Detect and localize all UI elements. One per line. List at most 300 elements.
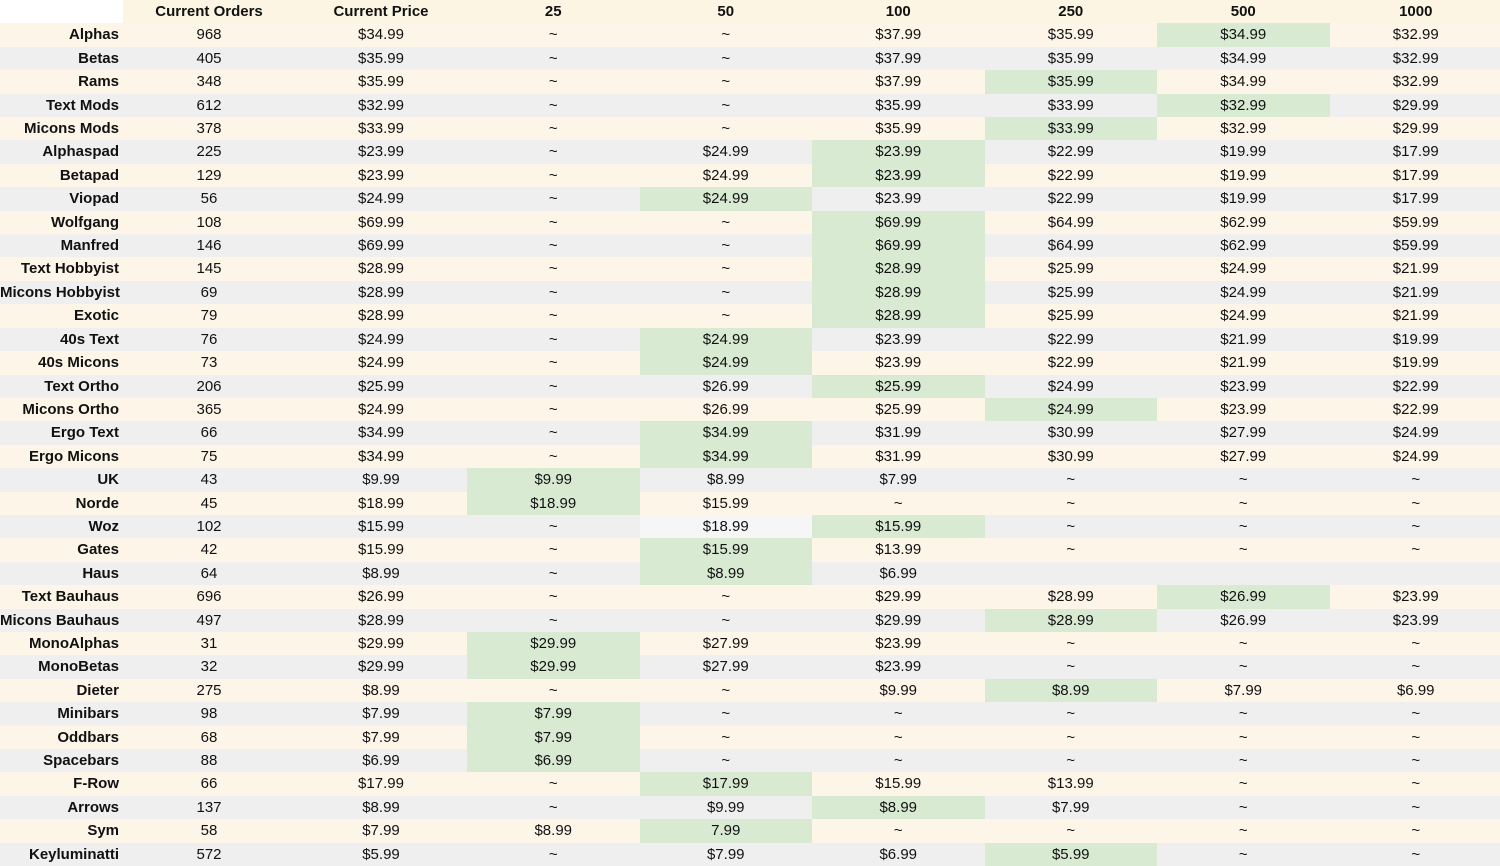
current-price-cell[interactable]: $7.99 [295,819,467,842]
tier-100-cell[interactable]: $69.99 [812,234,985,257]
tier-1000-cell[interactable]: ~ [1330,726,1500,749]
tier-50-cell[interactable]: ~ [640,117,813,140]
tier-1000-cell[interactable] [1330,562,1500,585]
tier-100-cell[interactable]: $28.99 [812,304,985,327]
tier-25-cell[interactable]: ~ [467,328,640,351]
current-orders-cell[interactable]: 76 [123,328,295,351]
tier-1000-cell[interactable]: $32.99 [1330,47,1500,70]
tier-1000-cell[interactable]: ~ [1330,843,1500,866]
tier-25-cell[interactable]: ~ [467,679,640,702]
current-price-cell[interactable]: $9.99 [295,468,467,491]
tier-100-cell[interactable]: $9.99 [812,679,985,702]
tier-1000-cell[interactable]: ~ [1330,468,1500,491]
current-orders-cell[interactable]: 69 [123,281,295,304]
tier-1000-cell[interactable]: $17.99 [1330,140,1500,163]
header-current-orders[interactable]: Current Orders [123,0,295,23]
tier-500-cell[interactable]: $26.99 [1157,585,1330,608]
tier-500-cell[interactable]: $21.99 [1157,351,1330,374]
current-orders-cell[interactable]: 405 [123,47,295,70]
tier-100-cell[interactable]: $37.99 [812,47,985,70]
tier-1000-cell[interactable]: ~ [1330,632,1500,655]
tier-500-cell[interactable]: $26.99 [1157,609,1330,632]
tier-1000-cell[interactable]: $59.99 [1330,234,1500,257]
tier-500-cell[interactable]: $24.99 [1157,281,1330,304]
tier-100-cell[interactable]: ~ [812,749,985,772]
current-orders-cell[interactable]: 66 [123,772,295,795]
tier-25-cell[interactable]: ~ [467,23,640,46]
current-price-cell[interactable]: $5.99 [295,843,467,866]
current-price-cell[interactable]: $29.99 [295,655,467,678]
tier-100-cell[interactable]: $28.99 [812,257,985,280]
tier-1000-cell[interactable]: $17.99 [1330,187,1500,210]
row-name-cell[interactable]: Ergo Micons [0,445,123,468]
current-orders-cell[interactable]: 75 [123,445,295,468]
tier-250-cell[interactable]: ~ [985,726,1158,749]
tier-100-cell[interactable]: $6.99 [812,843,985,866]
row-name-cell[interactable]: Dieter [0,679,123,702]
tier-250-cell[interactable]: $33.99 [985,117,1158,140]
row-name-cell[interactable]: Haus [0,562,123,585]
tier-25-cell[interactable]: $18.99 [467,492,640,515]
row-name-cell[interactable]: Norde [0,492,123,515]
row-name-cell[interactable]: Sym [0,819,123,842]
tier-50-cell[interactable]: $18.99 [640,515,813,538]
current-price-cell[interactable]: $15.99 [295,515,467,538]
tier-500-cell[interactable]: $23.99 [1157,375,1330,398]
tier-25-cell[interactable]: ~ [467,772,640,795]
tier-100-cell[interactable]: ~ [812,702,985,725]
header-tier-1000[interactable]: 1000 [1330,0,1500,23]
current-price-cell[interactable]: $8.99 [295,796,467,819]
tier-50-cell[interactable]: ~ [640,257,813,280]
tier-50-cell[interactable]: ~ [640,304,813,327]
tier-100-cell[interactable]: $35.99 [812,94,985,117]
tier-100-cell[interactable]: $7.99 [812,468,985,491]
current-price-cell[interactable]: $24.99 [295,351,467,374]
current-orders-cell[interactable]: 56 [123,187,295,210]
tier-500-cell[interactable]: $24.99 [1157,257,1330,280]
tier-25-cell[interactable]: ~ [467,304,640,327]
tier-50-cell[interactable]: 7.99 [640,819,813,842]
tier-250-cell[interactable]: $64.99 [985,234,1158,257]
tier-250-cell[interactable]: ~ [985,515,1158,538]
current-orders-cell[interactable]: 66 [123,421,295,444]
tier-500-cell[interactable]: ~ [1157,796,1330,819]
tier-50-cell[interactable]: ~ [640,609,813,632]
tier-500-cell[interactable]: $34.99 [1157,23,1330,46]
tier-100-cell[interactable]: $23.99 [812,632,985,655]
tier-500-cell[interactable]: $27.99 [1157,445,1330,468]
current-price-cell[interactable]: $28.99 [295,281,467,304]
current-price-cell[interactable]: $33.99 [295,117,467,140]
tier-50-cell[interactable]: ~ [640,726,813,749]
tier-250-cell[interactable]: ~ [985,492,1158,515]
tier-50-cell[interactable]: $27.99 [640,632,813,655]
tier-50-cell[interactable]: ~ [640,281,813,304]
tier-50-cell[interactable]: ~ [640,211,813,234]
row-name-cell[interactable]: Betapad [0,164,123,187]
header-tier-25[interactable]: 25 [467,0,640,23]
tier-250-cell[interactable]: $35.99 [985,23,1158,46]
row-name-cell[interactable]: Keyluminatti [0,843,123,866]
tier-500-cell[interactable]: $34.99 [1157,70,1330,93]
tier-100-cell[interactable]: $23.99 [812,351,985,374]
current-price-cell[interactable]: $34.99 [295,445,467,468]
current-orders-cell[interactable]: 58 [123,819,295,842]
tier-25-cell[interactable]: $9.99 [467,468,640,491]
tier-1000-cell[interactable]: $29.99 [1330,117,1500,140]
tier-100-cell[interactable]: $28.99 [812,281,985,304]
tier-1000-cell[interactable]: ~ [1330,749,1500,772]
tier-1000-cell[interactable]: $23.99 [1330,609,1500,632]
current-orders-cell[interactable]: 68 [123,726,295,749]
tier-25-cell[interactable]: ~ [467,843,640,866]
tier-100-cell[interactable]: $29.99 [812,609,985,632]
row-name-cell[interactable]: F-Row [0,772,123,795]
current-price-cell[interactable]: $26.99 [295,585,467,608]
tier-500-cell[interactable]: $19.99 [1157,164,1330,187]
tier-100-cell[interactable]: $23.99 [812,187,985,210]
tier-100-cell[interactable]: $37.99 [812,23,985,46]
tier-100-cell[interactable]: $31.99 [812,445,985,468]
tier-500-cell[interactable]: $27.99 [1157,421,1330,444]
header-tier-500[interactable]: 500 [1157,0,1330,23]
tier-500-cell[interactable]: ~ [1157,515,1330,538]
tier-500-cell[interactable]: ~ [1157,749,1330,772]
tier-25-cell[interactable]: $7.99 [467,702,640,725]
tier-1000-cell[interactable]: $29.99 [1330,94,1500,117]
tier-250-cell[interactable]: $33.99 [985,94,1158,117]
header-tier-250[interactable]: 250 [985,0,1158,23]
current-price-cell[interactable]: $28.99 [295,304,467,327]
tier-1000-cell[interactable]: $21.99 [1330,304,1500,327]
tier-100-cell[interactable]: ~ [812,492,985,515]
tier-100-cell[interactable]: $23.99 [812,164,985,187]
tier-25-cell[interactable]: ~ [467,421,640,444]
tier-25-cell[interactable]: ~ [467,796,640,819]
tier-50-cell[interactable]: ~ [640,234,813,257]
tier-1000-cell[interactable]: ~ [1330,796,1500,819]
tier-100-cell[interactable]: $23.99 [812,328,985,351]
tier-50-cell[interactable]: $27.99 [640,655,813,678]
tier-500-cell[interactable]: $19.99 [1157,187,1330,210]
tier-50-cell[interactable]: $24.99 [640,164,813,187]
tier-250-cell[interactable]: $22.99 [985,164,1158,187]
tier-1000-cell[interactable]: $21.99 [1330,281,1500,304]
row-name-cell[interactable]: Oddbars [0,726,123,749]
row-name-cell[interactable]: Alphas [0,23,123,46]
tier-250-cell[interactable]: $22.99 [985,351,1158,374]
tier-250-cell[interactable]: $7.99 [985,796,1158,819]
tier-50-cell[interactable]: $24.99 [640,187,813,210]
current-price-cell[interactable]: $35.99 [295,70,467,93]
row-name-cell[interactable]: Viopad [0,187,123,210]
tier-500-cell[interactable]: $32.99 [1157,117,1330,140]
tier-250-cell[interactable]: $30.99 [985,421,1158,444]
tier-500-cell[interactable]: ~ [1157,492,1330,515]
tier-500-cell[interactable]: ~ [1157,726,1330,749]
tier-1000-cell[interactable]: ~ [1330,538,1500,561]
current-orders-cell[interactable]: 98 [123,702,295,725]
tier-100-cell[interactable]: $25.99 [812,375,985,398]
tier-250-cell[interactable]: $8.99 [985,679,1158,702]
tier-50-cell[interactable]: $15.99 [640,492,813,515]
current-orders-cell[interactable]: 88 [123,749,295,772]
current-orders-cell[interactable]: 102 [123,515,295,538]
tier-500-cell[interactable]: ~ [1157,538,1330,561]
current-orders-cell[interactable]: 275 [123,679,295,702]
tier-500-cell[interactable] [1157,562,1330,585]
tier-50-cell[interactable]: $8.99 [640,468,813,491]
tier-250-cell[interactable]: $22.99 [985,140,1158,163]
tier-25-cell[interactable]: ~ [467,164,640,187]
tier-25-cell[interactable]: ~ [467,47,640,70]
header-current-price[interactable]: Current Price [295,0,467,23]
header-tier-50[interactable]: 50 [640,0,813,23]
current-orders-cell[interactable]: 497 [123,609,295,632]
tier-100-cell[interactable]: $23.99 [812,140,985,163]
current-price-cell[interactable]: $69.99 [295,211,467,234]
tier-1000-cell[interactable]: ~ [1330,819,1500,842]
tier-250-cell[interactable]: $28.99 [985,585,1158,608]
row-name-cell[interactable]: Text Hobbyist [0,257,123,280]
tier-1000-cell[interactable]: ~ [1330,515,1500,538]
row-name-cell[interactable]: Spacebars [0,749,123,772]
tier-250-cell[interactable]: $25.99 [985,257,1158,280]
tier-100-cell[interactable]: $69.99 [812,211,985,234]
row-name-cell[interactable]: Micons Mods [0,117,123,140]
tier-500-cell[interactable]: $32.99 [1157,94,1330,117]
row-name-cell[interactable]: Text Mods [0,94,123,117]
current-orders-cell[interactable]: 146 [123,234,295,257]
row-name-cell[interactable]: Text Bauhaus [0,585,123,608]
current-orders-cell[interactable]: 45 [123,492,295,515]
tier-500-cell[interactable]: $19.99 [1157,140,1330,163]
tier-1000-cell[interactable]: $17.99 [1330,164,1500,187]
tier-1000-cell[interactable]: $32.99 [1330,23,1500,46]
tier-500-cell[interactable]: $21.99 [1157,328,1330,351]
current-price-cell[interactable]: $24.99 [295,328,467,351]
tier-25-cell[interactable]: ~ [467,257,640,280]
tier-50-cell[interactable]: ~ [640,749,813,772]
tier-50-cell[interactable]: ~ [640,585,813,608]
tier-50-cell[interactable]: $15.99 [640,538,813,561]
tier-1000-cell[interactable]: $22.99 [1330,375,1500,398]
tier-250-cell[interactable]: $5.99 [985,843,1158,866]
tier-25-cell[interactable]: ~ [467,140,640,163]
tier-500-cell[interactable]: $24.99 [1157,304,1330,327]
current-orders-cell[interactable]: 73 [123,351,295,374]
current-orders-cell[interactable]: 137 [123,796,295,819]
tier-25-cell[interactable]: ~ [467,375,640,398]
tier-25-cell[interactable]: ~ [467,351,640,374]
tier-1000-cell[interactable]: $19.99 [1330,328,1500,351]
tier-100-cell[interactable]: $37.99 [812,70,985,93]
tier-500-cell[interactable]: ~ [1157,632,1330,655]
current-orders-cell[interactable]: 968 [123,23,295,46]
tier-1000-cell[interactable]: $24.99 [1330,421,1500,444]
tier-500-cell[interactable]: ~ [1157,843,1330,866]
tier-25-cell[interactable]: ~ [467,562,640,585]
tier-250-cell[interactable]: $24.99 [985,375,1158,398]
current-price-cell[interactable]: $8.99 [295,562,467,585]
header-corner[interactable] [0,0,123,23]
tier-500-cell[interactable]: $7.99 [1157,679,1330,702]
tier-50-cell[interactable]: $24.99 [640,328,813,351]
tier-1000-cell[interactable]: ~ [1330,702,1500,725]
row-name-cell[interactable]: Woz [0,515,123,538]
current-price-cell[interactable]: $24.99 [295,398,467,421]
tier-500-cell[interactable]: ~ [1157,655,1330,678]
row-name-cell[interactable]: Manfred [0,234,123,257]
row-name-cell[interactable]: Exotic [0,304,123,327]
current-orders-cell[interactable]: 206 [123,375,295,398]
tier-250-cell[interactable]: $25.99 [985,304,1158,327]
tier-25-cell[interactable]: ~ [467,585,640,608]
tier-100-cell[interactable]: $25.99 [812,398,985,421]
row-name-cell[interactable]: MonoBetas [0,655,123,678]
row-name-cell[interactable]: Micons Ortho [0,398,123,421]
tier-50-cell[interactable]: $24.99 [640,351,813,374]
tier-250-cell[interactable]: ~ [985,702,1158,725]
tier-250-cell[interactable]: ~ [985,655,1158,678]
tier-50-cell[interactable]: $26.99 [640,375,813,398]
current-price-cell[interactable]: $17.99 [295,772,467,795]
tier-25-cell[interactable]: ~ [467,538,640,561]
tier-25-cell[interactable]: ~ [467,211,640,234]
row-name-cell[interactable]: Wolfgang [0,211,123,234]
tier-50-cell[interactable]: $34.99 [640,445,813,468]
tier-100-cell[interactable]: ~ [812,819,985,842]
current-orders-cell[interactable]: 572 [123,843,295,866]
tier-1000-cell[interactable]: $59.99 [1330,211,1500,234]
tier-250-cell[interactable]: $35.99 [985,47,1158,70]
row-name-cell[interactable]: UK [0,468,123,491]
tier-250-cell[interactable]: $22.99 [985,328,1158,351]
row-name-cell[interactable]: Gates [0,538,123,561]
current-price-cell[interactable]: $18.99 [295,492,467,515]
tier-25-cell[interactable]: $29.99 [467,632,640,655]
tier-25-cell[interactable]: $29.99 [467,655,640,678]
row-name-cell[interactable]: Alphaspad [0,140,123,163]
current-orders-cell[interactable]: 612 [123,94,295,117]
tier-100-cell[interactable]: $15.99 [812,515,985,538]
current-orders-cell[interactable]: 378 [123,117,295,140]
current-price-cell[interactable]: $29.99 [295,632,467,655]
current-price-cell[interactable]: $69.99 [295,234,467,257]
tier-25-cell[interactable]: ~ [467,398,640,421]
tier-25-cell[interactable]: ~ [467,234,640,257]
tier-1000-cell[interactable]: ~ [1330,655,1500,678]
current-orders-cell[interactable]: 696 [123,585,295,608]
tier-1000-cell[interactable]: $19.99 [1330,351,1500,374]
current-price-cell[interactable]: $24.99 [295,187,467,210]
tier-250-cell[interactable]: $25.99 [985,281,1158,304]
current-price-cell[interactable]: $7.99 [295,702,467,725]
tier-500-cell[interactable]: ~ [1157,468,1330,491]
tier-50-cell[interactable]: $7.99 [640,843,813,866]
tier-100-cell[interactable]: $8.99 [812,796,985,819]
current-orders-cell[interactable]: 64 [123,562,295,585]
tier-500-cell[interactable]: $23.99 [1157,398,1330,421]
current-price-cell[interactable]: $34.99 [295,421,467,444]
tier-1000-cell[interactable]: $22.99 [1330,398,1500,421]
tier-50-cell[interactable]: $34.99 [640,421,813,444]
current-price-cell[interactable]: $25.99 [295,375,467,398]
tier-50-cell[interactable]: $26.99 [640,398,813,421]
tier-250-cell[interactable] [985,562,1158,585]
row-name-cell[interactable]: Rams [0,70,123,93]
current-orders-cell[interactable]: 108 [123,211,295,234]
tier-500-cell[interactable]: ~ [1157,819,1330,842]
row-name-cell[interactable]: Micons Bauhaus [0,609,123,632]
tier-250-cell[interactable]: $28.99 [985,609,1158,632]
row-name-cell[interactable]: Minibars [0,702,123,725]
tier-1000-cell[interactable]: ~ [1330,492,1500,515]
tier-25-cell[interactable]: ~ [467,117,640,140]
current-price-cell[interactable]: $8.99 [295,679,467,702]
tier-100-cell[interactable]: $29.99 [812,585,985,608]
tier-250-cell[interactable]: $22.99 [985,187,1158,210]
current-orders-cell[interactable]: 225 [123,140,295,163]
tier-100-cell[interactable]: $13.99 [812,538,985,561]
tier-50-cell[interactable]: ~ [640,47,813,70]
row-name-cell[interactable]: 40s Micons [0,351,123,374]
tier-500-cell[interactable]: $62.99 [1157,234,1330,257]
tier-50-cell[interactable]: $8.99 [640,562,813,585]
tier-25-cell[interactable]: $6.99 [467,749,640,772]
row-name-cell[interactable]: Arrows [0,796,123,819]
tier-250-cell[interactable]: ~ [985,468,1158,491]
tier-500-cell[interactable]: ~ [1157,772,1330,795]
current-price-cell[interactable]: $6.99 [295,749,467,772]
tier-25-cell[interactable]: ~ [467,609,640,632]
current-orders-cell[interactable]: 79 [123,304,295,327]
tier-250-cell[interactable]: ~ [985,819,1158,842]
row-name-cell[interactable]: Micons Hobbyist [0,281,123,304]
tier-100-cell[interactable]: ~ [812,726,985,749]
row-name-cell[interactable]: MonoAlphas [0,632,123,655]
row-name-cell[interactable]: Text Ortho [0,375,123,398]
tier-250-cell[interactable]: $24.99 [985,398,1158,421]
tier-1000-cell[interactable]: ~ [1330,772,1500,795]
row-name-cell[interactable]: Betas [0,47,123,70]
current-price-cell[interactable]: $23.99 [295,140,467,163]
tier-250-cell[interactable]: $13.99 [985,772,1158,795]
current-orders-cell[interactable]: 365 [123,398,295,421]
tier-100-cell[interactable]: $31.99 [812,421,985,444]
tier-25-cell[interactable]: ~ [467,187,640,210]
tier-100-cell[interactable]: $35.99 [812,117,985,140]
current-orders-cell[interactable]: 129 [123,164,295,187]
row-name-cell[interactable]: 40s Text [0,328,123,351]
current-orders-cell[interactable]: 42 [123,538,295,561]
row-name-cell[interactable]: Ergo Text [0,421,123,444]
tier-500-cell[interactable]: $34.99 [1157,47,1330,70]
current-orders-cell[interactable]: 31 [123,632,295,655]
tier-250-cell[interactable]: ~ [985,632,1158,655]
current-price-cell[interactable]: $35.99 [295,47,467,70]
header-tier-100[interactable]: 100 [812,0,985,23]
tier-50-cell[interactable]: ~ [640,94,813,117]
tier-250-cell[interactable]: $30.99 [985,445,1158,468]
tier-100-cell[interactable]: $6.99 [812,562,985,585]
current-orders-cell[interactable]: 32 [123,655,295,678]
current-price-cell[interactable]: $7.99 [295,726,467,749]
tier-25-cell[interactable]: ~ [467,515,640,538]
tier-50-cell[interactable]: $9.99 [640,796,813,819]
tier-1000-cell[interactable]: $6.99 [1330,679,1500,702]
